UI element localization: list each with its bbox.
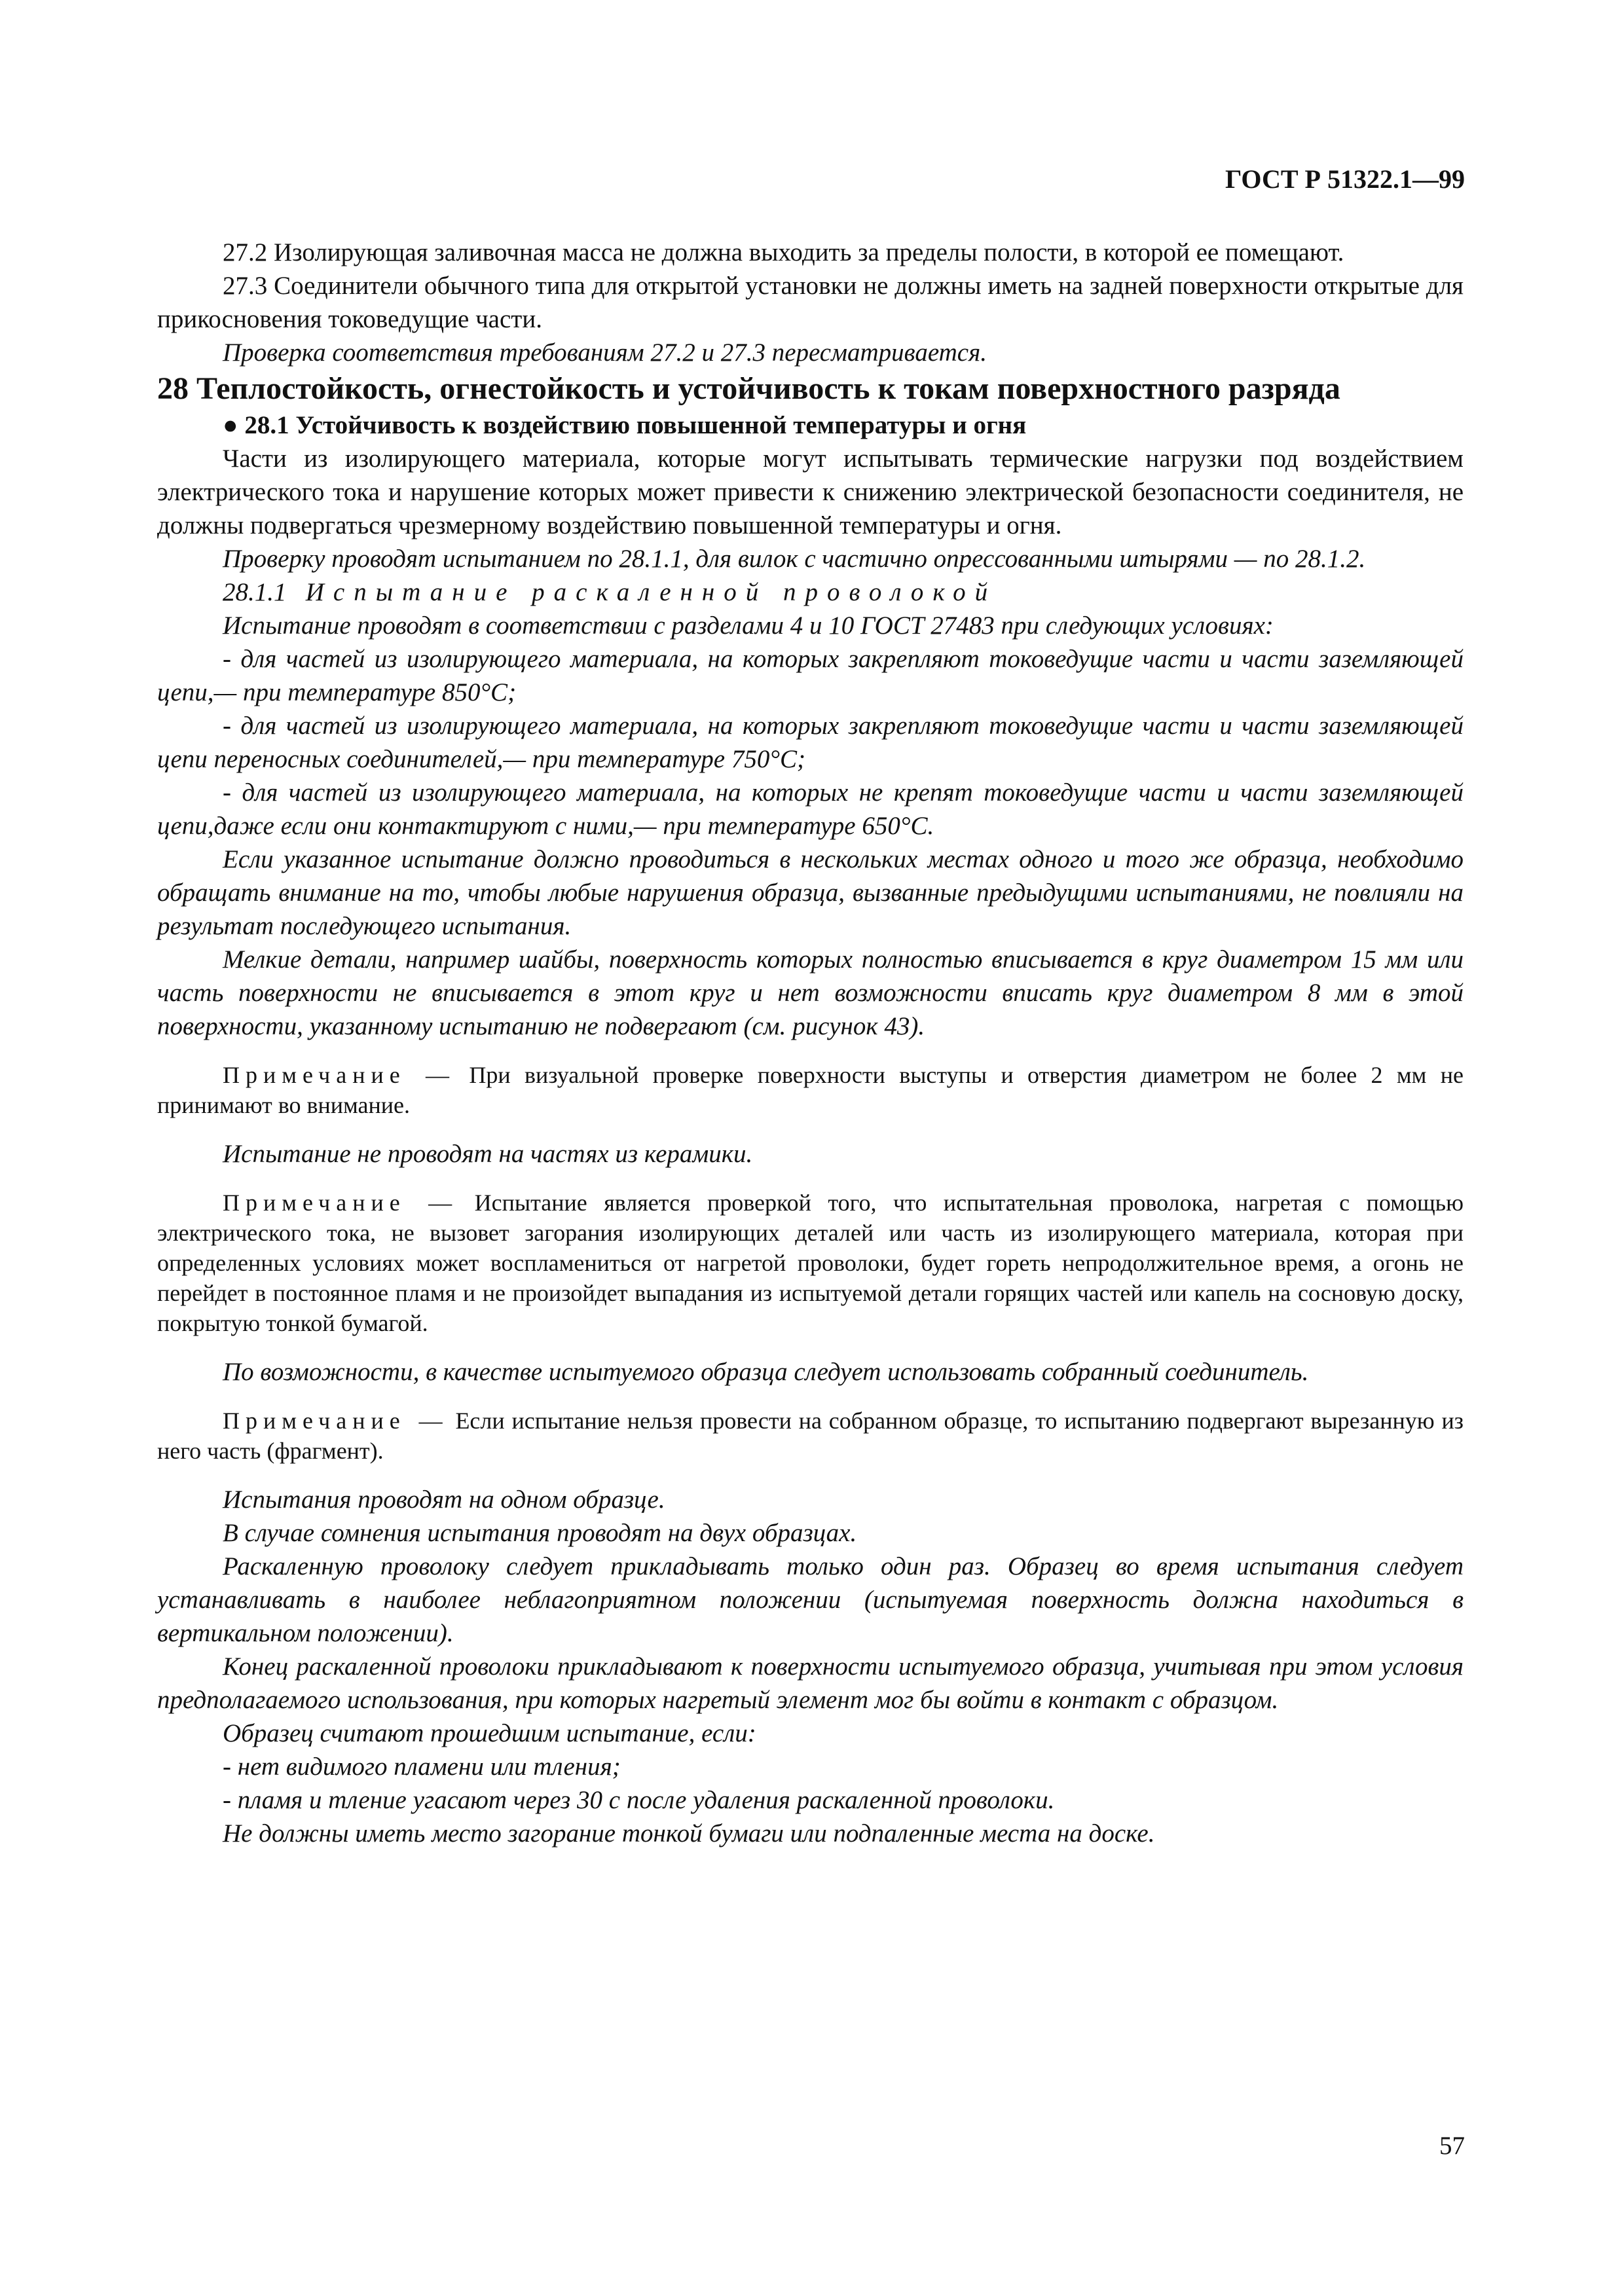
note-2 — [157, 1188, 1464, 1338]
paragraph-test-conditions: Испытание проводят в соответствии с разделами 4 и 10 ГОСТ 27483 при следующих условиях: — [223, 611, 1274, 640]
paragraph-no-ignition: Не должны иметь место загорание тонкой бумаги или подпаленные места на доске. — [223, 1819, 1155, 1848]
note-label: Примечание — — [223, 1190, 458, 1216]
paragraph-small-parts: Мелкие детали, например шайбы, поверхность которых полностью вписывается в круг диаметром 15 мм или часть поверхности не вписывается в этот круг и нет возможности вписать круг диаметром 8 мм в этой поверхности, указанному испытанию не подвергают (см. рисунок 43). — [157, 945, 1464, 1040]
note-2-text: Испытание является проверкой того, что испытательная проволока, нагретая с помощью электрического тока, не вызовет загорания изолирующих деталей или часть из изолирующего материала, которая при определенных условиях может воспламениться от нагретой проволоки, будет гореть непродолжительное время, а огонь не перейдет в постоянное пламя и не произойдет выпадания из испытуемой детали горящих частей или капель на сосновую доску, покрытую тонкой бумагой. — [157, 1190, 1464, 1336]
note-label: Примечание — — [223, 1062, 456, 1088]
note-1 — [157, 1060, 1464, 1120]
paragraph-multiple-places: Если указанное испытание должно проводиться в нескольких местах одного и того же образца, необходимо обращать внимание на то, чтобы любые нарушения образца, вызванные предыдущими испытаниями, не повлияли на результат последующего испытания. — [157, 845, 1464, 940]
page-number: 57 — [1439, 2132, 1465, 2160]
note-1-text: При визуальной проверке поверхности выступы и отверстия диаметром не более 2 мм не принимают во внимание. — [157, 1062, 1464, 1118]
paragraph-check-27: Проверка соответствия требованиям 27.2 и 27.3 пересматривается. — [223, 338, 987, 367]
list-item-850: - для частей из изолирующего материала, на которых закрепляют токоведущие части и части заземляющей цепи,— при температуре 850°С; — [157, 645, 1464, 706]
subsection-28-1-text: 28.1 Устойчивость к воздействию повышенной температуры и огня — [244, 411, 1027, 439]
paragraph-pass-criteria: Образец считают прошедшим испытание, если: — [223, 1719, 756, 1747]
subsection-28-1-1-heading — [157, 575, 1464, 609]
list-item-650: - для частей из изолирующего материала, на которых не крепят токоведущие части и части заземляющей цепи,даже если они контактируют с ними,— при температуре 650°С. — [157, 778, 1464, 840]
section-28-title: 28 Теплостойкость, огнестойкость и устойчивость к токам поверхностного разряда — [157, 371, 1340, 406]
list-item-750: - для частей из изолирующего материала, на которых закрепляют токоведущие части и части заземляющей цепи переносных соединителей,— при температуре 750°С; — [157, 712, 1464, 773]
document-body — [157, 236, 1464, 1850]
paragraph-ceramics: Испытание не проводят на частях из керамики. — [223, 1140, 753, 1168]
paragraph-27-2: 27.2 Изолирующая заливочная масса не должна выходить за пределы полости, в которой ее помещают. — [223, 238, 1344, 266]
paragraph-27-3: 27.3 Соединители обычного типа для открытой установки не должны иметь на задней поверхности открытые для прикосновения токоведущие части. — [157, 272, 1464, 333]
note-3 — [157, 1406, 1464, 1466]
paragraph-apply-once: Раскаленную проволоку следует прикладывать только один раз. Образец во время испытания следует устанавливать в наиболее неблагоприятном положении (испытуемая поверхность должна находиться в вертикальном положении). — [157, 1552, 1464, 1647]
paragraph-wire-end: Конец раскаленной проволоки прикладывают к поверхности испытуемого образца, учитывая при этом условия предполагаемого использования, при которых нагретый элемент мог бы войти в контакт с образцом. — [157, 1652, 1464, 1714]
list-item-flame-extinguish: - пламя и тление угасают через 30 с после удаления раскаленной проволоки. — [223, 1786, 1055, 1814]
subsection-28-1-1-number: 28.1.1 — [223, 578, 287, 606]
paragraph-28-1-check: Проверку проводят испытанием по 28.1.1, для вилок с частично опрессованными штырями — по 28.1.2. — [223, 545, 1366, 573]
paragraph-one-sample: Испытания проводят на одном образце. — [223, 1485, 665, 1514]
paragraph-assembled-sample: По возможности, в качестве испытуемого образца следует использовать собранный соединитель. — [223, 1358, 1309, 1386]
list-item-no-flame: - нет видимого пламени или тления; — [223, 1753, 621, 1781]
paragraph-28-1-body: Части из изолирующего материала, которые могут испытывать термические нагрузки под воздействием электрического тока и нарушение которых может привести к снижению электрической безопасности соединителя, не должны подвергаться чрезмерному воздействию повышенной температуры и огня. — [157, 445, 1464, 539]
subsection-28-1-title — [157, 409, 1464, 442]
document-header: ГОСТ Р 51322.1—99 — [1225, 164, 1465, 194]
note-3-text: Если испытание нельзя провести на собранном образце, то испытанию подвергают вырезанную из него часть (фрагмент). — [157, 1408, 1464, 1464]
paragraph-two-samples: В случае сомнения испытания проводят на двух образцах. — [223, 1519, 857, 1547]
bullet-icon: ● — [223, 411, 238, 439]
subsection-28-1-1-title: Испытание раскаленной проволокой — [305, 578, 997, 606]
note-label: Примечание — — [223, 1408, 449, 1434]
